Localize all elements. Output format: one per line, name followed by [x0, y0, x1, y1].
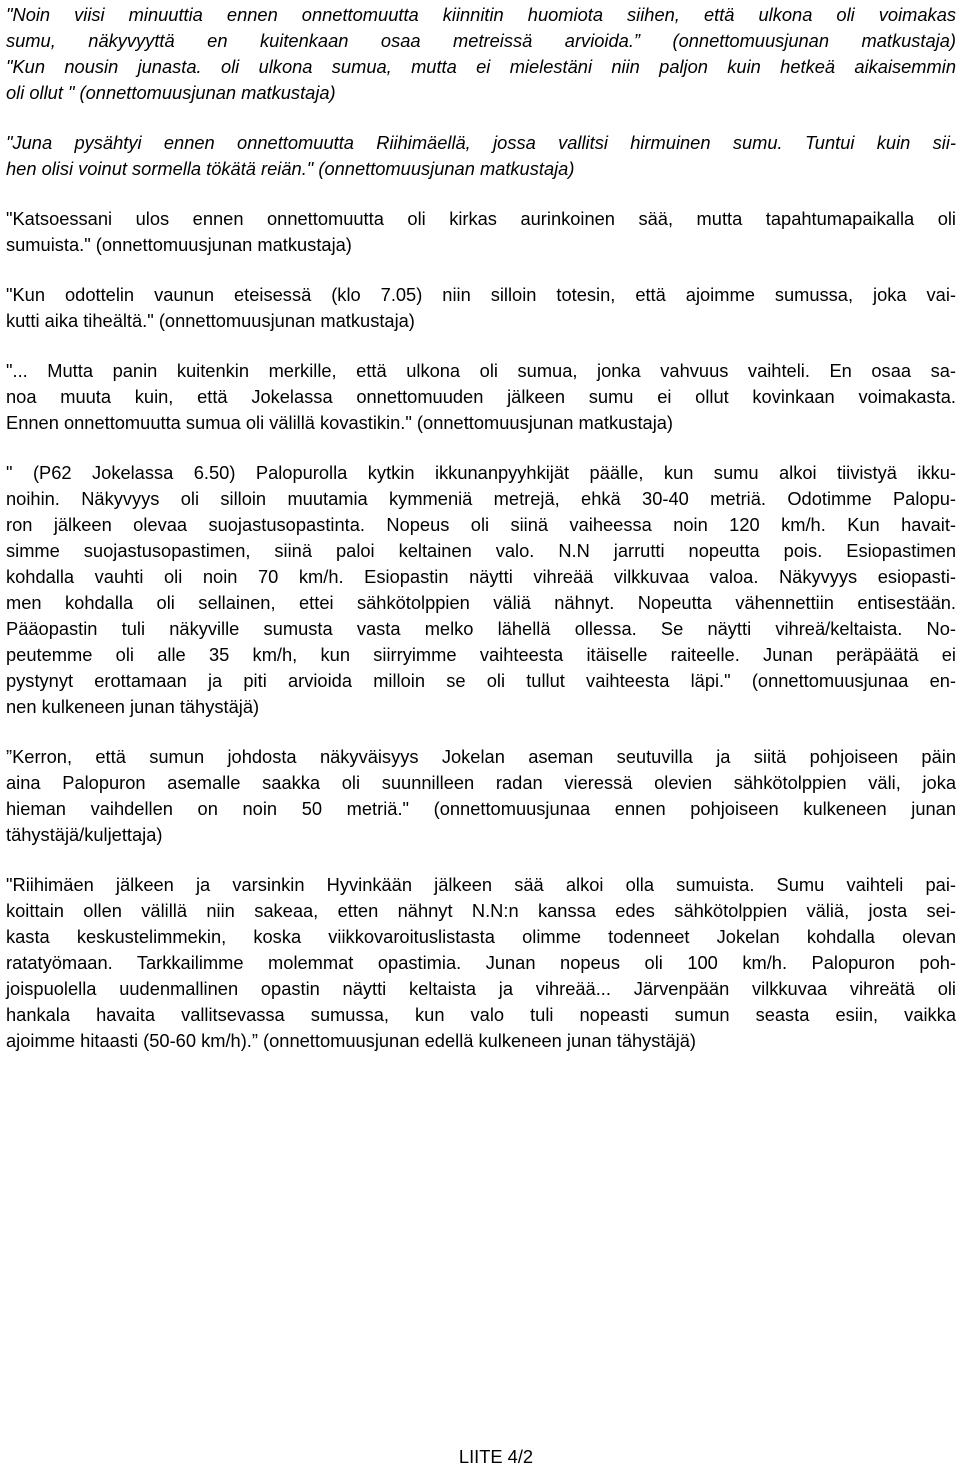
text-line: "Kun nousin junasta. oli ulkona sumua, mutta ei mielestäni niin paljon kuin hetkeä aikaisemmin: [6, 56, 956, 77]
quote-paragraph-3: [6, 206, 956, 258]
text-line: aina Palopuron asemalle saakka oli suunnilleen radan vieressä olevien sähkötolppien väli, joka: [6, 772, 956, 793]
quote-paragraph-6: [6, 460, 956, 720]
text-line: koittain ollen välillä niin sakeaa, etten nähnyt N.N:n kanssa edes sähkötolppien väliä, josta sei-: [6, 900, 956, 921]
text-line: ron jälkeen olevaa suojastusopastinta. Nopeus oli siinä vaiheessa noin 120 km/h. Kun havait-: [6, 514, 956, 535]
text-line: " (P62 Jokelassa 6.50) Palopurolla kytkin ikkunanpyyhkijät päälle, kun sumu alkoi tiivistyä ikku-: [6, 462, 956, 483]
text-line: hieman vaihdellen on noin 50 metriä." (onnettomuusjunaa ennen pohjoiseen kulkeneen junan: [6, 798, 956, 819]
text-line: simme suojastusopastimen, siinä paloi keltainen valo. N.N jarrutti nopeutta pois. Esiopastimen: [6, 540, 956, 561]
text-line: pystynyt erottamaan ja piti arvioida milloin se oli tullut vaihteesta läpi." (onnettomuusjunaa en-: [6, 670, 956, 691]
text-line: Pääopastin tuli näkyville sumusta vasta melko lähellä ollessa. Se näytti vihreä/keltaista. No-: [6, 618, 956, 639]
text-line: "Noin viisi minuuttia ennen onnettomuutta kiinnitin huomiota siihen, että ulkona oli voimakas: [6, 4, 956, 25]
page-footer: [0, 1445, 960, 1469]
text-line: "... Mutta panin kuitenkin merkille, että ulkona oli sumua, jonka vahvuus vaihteli. En osaa sa-: [6, 360, 956, 381]
quote-paragraph-2: [6, 130, 956, 182]
text-line: kasta keskustelimmekin, koska viikkovaroituslistasta olimme todenneet Jokelan kohdalla olevan: [6, 926, 956, 947]
text-line: men kohdalla oli sellainen, ettei sähkötolppien väliä nähnyt. Nopeutta vähennettiin entisestään.: [6, 592, 956, 613]
text-line: oli ollut " (onnettomuusjunan matkustaja): [6, 82, 336, 103]
quote-paragraph-1: [6, 2, 956, 106]
text-line: joispuolella uudenmallinen opastin näytti keltaista ja vihreää... Järvenpään vilkkuvaa vihreätä oli: [6, 978, 956, 999]
text-line: sumu, näkyvyyttä en kuitenkaan osaa metreissä arvioida.” (onnettomuusjunan matkustaja): [6, 30, 956, 51]
text-line: kohdalla vauhti oli noin 70 km/h. Esiopastin näytti vihreää vilkkuvaa valoa. Näkyvyys esiopasti-: [6, 566, 956, 587]
text-line: ”Kerron, että sumun johdosta näkyväisyys Jokelan aseman seutuvilla ja siitä pohjoiseen päin: [6, 746, 956, 767]
text-line: kutti aika tiheältä." (onnettomuusjunan matkustaja): [6, 310, 415, 331]
text-line: sumuista." (onnettomuusjunan matkustaja): [6, 234, 352, 255]
appendix-page-label: LIITE 4/2: [458, 1446, 534, 1467]
text-line: tähystäjä/kuljettaja): [6, 824, 163, 845]
text-line: "Kun odottelin vaunun eteisessä (klo 7.05) niin silloin totesin, että ajoimme sumussa, joka vai-: [6, 284, 956, 305]
text-line: noihin. Näkyvyys oli silloin muutamia kymmeniä metrejä, ehkä 30-40 metriä. Odotimme Palopu-: [6, 488, 956, 509]
quote-paragraph-4: [6, 282, 956, 334]
quote-paragraph-8: [6, 872, 956, 1054]
document-page: [6, 2, 956, 1054]
text-line: "Juna pysähtyi ennen onnettomuutta Riihimäellä, jossa vallitsi hirmuinen sumu. Tuntui kuin sii-: [6, 132, 956, 153]
text-line: nen kulkeneen junan tähystäjä): [6, 696, 260, 717]
text-line: Ennen onnettomuutta sumua oli välillä kovastikin." (onnettomuusjunan matkustaja): [6, 412, 674, 433]
text-line: peutemme oli alle 35 km/h, kun siirryimme vaihteesta itäiselle raiteelle. Junan peräpäätä ei: [6, 644, 956, 665]
text-line: hen olisi voinut sormella tökätä reiän." (onnettomuusjunan matkustaja): [6, 158, 575, 179]
text-line: "Katsoessani ulos ennen onnettomuutta oli kirkas aurinkoinen sää, mutta tapahtumapaikalla oli: [6, 208, 956, 229]
text-line: ajoimme hitaasti (50-60 km/h).” (onnettomuusjunan edellä kulkeneen junan tähystäjä): [6, 1030, 696, 1051]
text-line: "Riihimäen jälkeen ja varsinkin Hyvinkään jälkeen sää alkoi olla sumuista. Sumu vaihteli pai-: [6, 874, 956, 895]
text-line: noa muuta kuin, että Jokelassa onnettomuuden jälkeen sumu ei ollut kovinkaan voimakasta.: [6, 386, 956, 407]
text-line: ratatyömaan. Tarkkailimme molemmat opastimia. Junan nopeus oli 100 km/h. Palopuron poh-: [6, 952, 956, 973]
quote-paragraph-5: [6, 358, 956, 436]
text-line: hankala havaita vallitsevassa sumussa, kun valo tuli nopeasti sumun seasta esiin, vaikka: [6, 1004, 956, 1025]
quote-paragraph-7: [6, 744, 956, 848]
